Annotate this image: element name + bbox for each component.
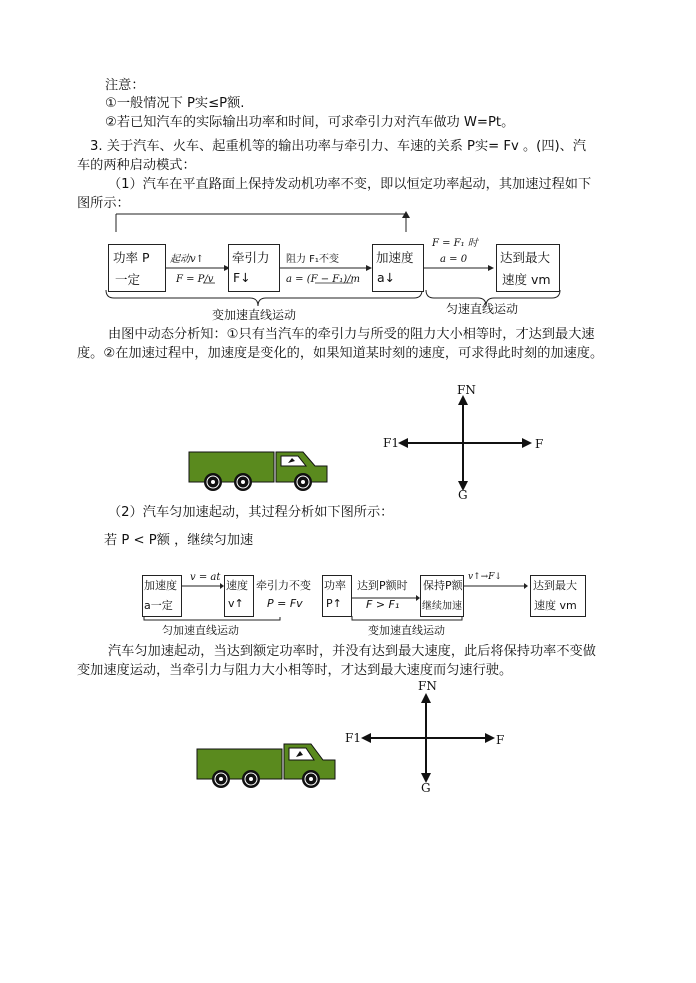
flow-diagram-constant-power xyxy=(100,210,570,320)
flow-1-box-traction-line-1: 牵引力 xyxy=(232,250,270,265)
section-2-heading: （2）汽车匀加速起动，其过程分析如下图所示： xyxy=(108,505,394,520)
item-3-line-2: 车的两种启动模式： xyxy=(77,158,196,173)
flow-2-box-rated: 达到P额时 xyxy=(357,579,408,592)
truck-1-icon xyxy=(188,445,338,495)
flow-2-arrow-2: v↑→F↓ xyxy=(468,572,502,582)
force-2-label-normal: FN xyxy=(418,679,437,693)
final-line-1: 汽车匀加速起动，当达到额定功率时，并没有达到最大速度，此后将保持功率不变做 xyxy=(108,644,596,659)
force-1-label-traction: F xyxy=(535,437,544,451)
flow-2-box-keep-rated-line-2: 继续加速 xyxy=(422,601,462,612)
flow-2-box-power-line-2: P↑ xyxy=(326,597,342,610)
note-2: ②若已知汽车的实际输出功率和时间，可求牵引力对汽车做功 W=Pt。 xyxy=(105,115,515,130)
flow-2-box-keep-rated-line-1: 保持P额 xyxy=(423,579,463,592)
flow-1-arrow-2-top: 阻力 F₁不变 xyxy=(286,254,339,265)
flow-2-box-acceleration-line-1: 加速度 xyxy=(144,579,177,592)
flow-diagram-uniform-acceleration xyxy=(140,572,590,638)
flow-2-label-variable: 变加速直线运动 xyxy=(368,624,445,637)
section-1-line-2: 图所示： xyxy=(77,196,130,211)
note-1: ①一般情况下 P实≤P额. xyxy=(105,96,245,111)
analysis-line-2: 度。②在加速过程中，加速度是变化的，如果知道某时刻的速度，可求得此时刻的加速度。 xyxy=(77,346,604,361)
final-line-2: 变加速度运动，当牵引力与阻力大小相等时，才达到最大速度而匀速行驶。 xyxy=(77,663,513,678)
analysis-line-1: 由图中动态分析知：①只有当汽车的牵引力与所受的阻力大小相等时，才达到最大速 xyxy=(108,327,595,342)
flow-1-box-max-speed-line-1: 达到最大 xyxy=(500,250,551,265)
flow-2-box-rated-cond: F > F₁ xyxy=(366,598,400,611)
flow-2-box-acceleration-line-2: a一定 xyxy=(144,599,173,612)
flow-1-arrow-3-top: F = F₁ 时 xyxy=(432,238,478,249)
flow-1-label-uniform: 匀速直线运动 xyxy=(446,302,519,316)
flow-2-box-acceleration xyxy=(142,575,182,617)
flow-2-box-keep-rated xyxy=(420,575,464,617)
flow-2-box-power xyxy=(322,575,352,617)
flow-1-arrow-2-bottom: a = (F − F₁)/m xyxy=(286,274,360,285)
flow-1-box-power xyxy=(108,244,166,292)
flow-1-box-acceleration-line-2: a↓ xyxy=(377,270,396,285)
flow-1-arrow-1-top: 起动v↑ xyxy=(170,254,205,265)
flow-1-box-power-line-1: 功率 P xyxy=(113,250,150,265)
truck-2-icon xyxy=(196,742,346,792)
force-2-label-traction: F xyxy=(496,733,505,747)
flow-2-box-traction-line-2: P = Fv xyxy=(267,597,303,610)
flow-2-box-speed xyxy=(224,575,254,617)
item-3-line-1: 3. 关于汽车、火车、起重机等的输出功率与牵引力、车速的关系 P实= Fv 。(四)、汽 xyxy=(90,139,587,154)
flow-2-box-speed-line-2: v↑ xyxy=(228,597,244,610)
force-2-label-resistance: F1 xyxy=(345,731,361,745)
force-diagram-2 xyxy=(361,693,496,788)
flow-1-box-max-speed xyxy=(496,244,560,292)
flow-2-box-max-speed xyxy=(530,575,586,617)
flow-1-box-acceleration xyxy=(372,244,424,292)
flow-2-box-power-line-1: 功率 xyxy=(324,579,346,592)
force-1-label-gravity: G xyxy=(458,488,468,502)
force-1-label-resistance: F1 xyxy=(383,436,399,450)
flow-1-label-variable: 变加速直线运动 xyxy=(212,308,297,322)
flow-2-label-uniform: 匀加速直线运动 xyxy=(162,624,239,637)
flow-2-box-traction-line-1: 牵引力不变 xyxy=(256,579,311,592)
flow-1-box-traction-line-2: F↓ xyxy=(233,270,251,285)
flow-2-box-max-speed-line-2: 速度 vm xyxy=(534,599,577,612)
flow-1-box-acceleration-line-1: 加速度 xyxy=(376,250,414,265)
force-1-label-normal: FN xyxy=(457,383,476,397)
flow-1-box-max-speed-line-2: 速度 vm xyxy=(502,272,551,287)
section-1-line-1: （1）汽车在平直路面上保持发动机功率不变，即以恒定功率起动，其加速过程如下 xyxy=(108,177,592,192)
force-2-label-gravity: G xyxy=(421,781,431,795)
flow-2-arrow-1: v = at xyxy=(190,572,221,583)
flow-1-arrow-3-bottom: a = 0 xyxy=(440,254,468,265)
note-title: 注意： xyxy=(105,78,145,93)
flow-2-box-traction xyxy=(254,575,322,617)
section-2-condition: 若 P < P额 ，继续匀加速 xyxy=(104,533,254,548)
flow-1-arrow-1-bottom: F = P/v xyxy=(176,274,214,285)
flow-1-box-power-line-2: 一定 xyxy=(115,272,141,287)
flow-2-box-speed-line-1: 速度 xyxy=(226,579,248,592)
force-diagram-1 xyxy=(398,395,533,495)
flow-2-box-max-speed-line-1: 达到最大 xyxy=(533,579,577,592)
flow-1-box-traction xyxy=(228,244,280,292)
